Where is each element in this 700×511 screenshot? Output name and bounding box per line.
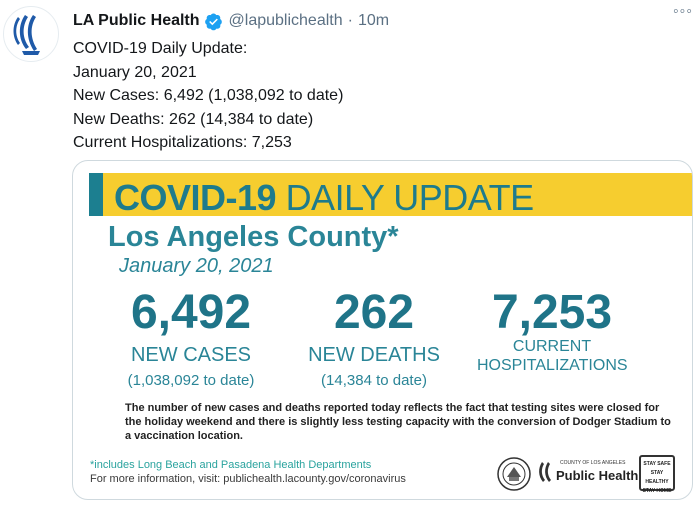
author-name[interactable]: LA Public Health — [73, 12, 200, 29]
county-seal-icon — [497, 457, 531, 491]
new-deaths-label: NEW DEATHS — [308, 344, 440, 366]
author-handle[interactable]: @lapublichealth — [228, 12, 343, 29]
banner-title — [114, 177, 534, 219]
logo-title: Public Health — [556, 468, 639, 483]
la-public-health-logo-icon — [4, 7, 59, 62]
new-cases-label: NEW CASES — [130, 344, 252, 366]
tweet-timestamp[interactable]: 10m — [357, 12, 390, 29]
logo-subtitle: COUNTY OF LOS ANGELES — [560, 460, 626, 466]
tweet-text — [73, 37, 343, 155]
tweet-line: January 20, 2021 — [73, 63, 197, 81]
update-banner — [89, 173, 692, 216]
testing-notice: The number of new cases and deaths reported today reflects the fact that testing sites were closed for the holiday weekend and there is slightly less testing capacity with the conversion of Dodger Stadium to a vaccination location. — [125, 402, 671, 442]
badge-line: STAY HEALTHY — [645, 470, 669, 485]
footnote: *includes Long Beach and Pasadena Health Departments — [90, 459, 372, 471]
tweet-line: Current Hospitalizations: 7,253 — [73, 134, 292, 152]
deaths-to-date: (14,384 to date) — [321, 372, 427, 389]
tweet-line: COVID-19 Daily Update: — [73, 40, 248, 57]
hospitalizations-number: 7,253 — [491, 286, 613, 339]
public-health-logo — [538, 458, 639, 488]
hospitalizations-label-line2: HOSPITALIZATIONS — [477, 357, 628, 374]
hospitalizations-label-line1: CURRENT — [512, 338, 592, 355]
tweet-image[interactable] — [72, 160, 693, 500]
banner-title-bold: COVID-19 — [114, 177, 277, 218]
more-options-icon[interactable]: ◦◦◦ — [672, 3, 693, 20]
banner-title-light: DAILY UPDATE — [285, 177, 534, 218]
badge-line: STAY SAFE — [643, 461, 671, 467]
verified-badge-icon — [204, 12, 223, 31]
cases-to-date: (1,038,092 to date) — [127, 372, 255, 389]
more-info: For more information, visit: publichealth.lacounty.gov/coronavirus — [90, 473, 406, 485]
tweet-header — [73, 9, 690, 33]
tweet-line: New Cases: 6,492 (1,038,092 to date) — [73, 87, 344, 105]
separator: · — [347, 12, 353, 29]
new-deaths-number: 262 — [333, 286, 415, 339]
avatar[interactable] — [3, 6, 59, 62]
new-cases-number: 6,492 — [130, 286, 252, 339]
card-date: January 20, 2021 — [119, 255, 274, 277]
public-health-mark-icon — [538, 460, 554, 486]
tweet-line: New Deaths: 262 (14,384 to date) — [73, 110, 314, 128]
badge-line: STAY HOME — [642, 488, 672, 494]
banner-stripe — [89, 173, 103, 216]
county-title: Los Angeles County* — [108, 221, 399, 253]
stay-safe-badge — [639, 455, 675, 494]
